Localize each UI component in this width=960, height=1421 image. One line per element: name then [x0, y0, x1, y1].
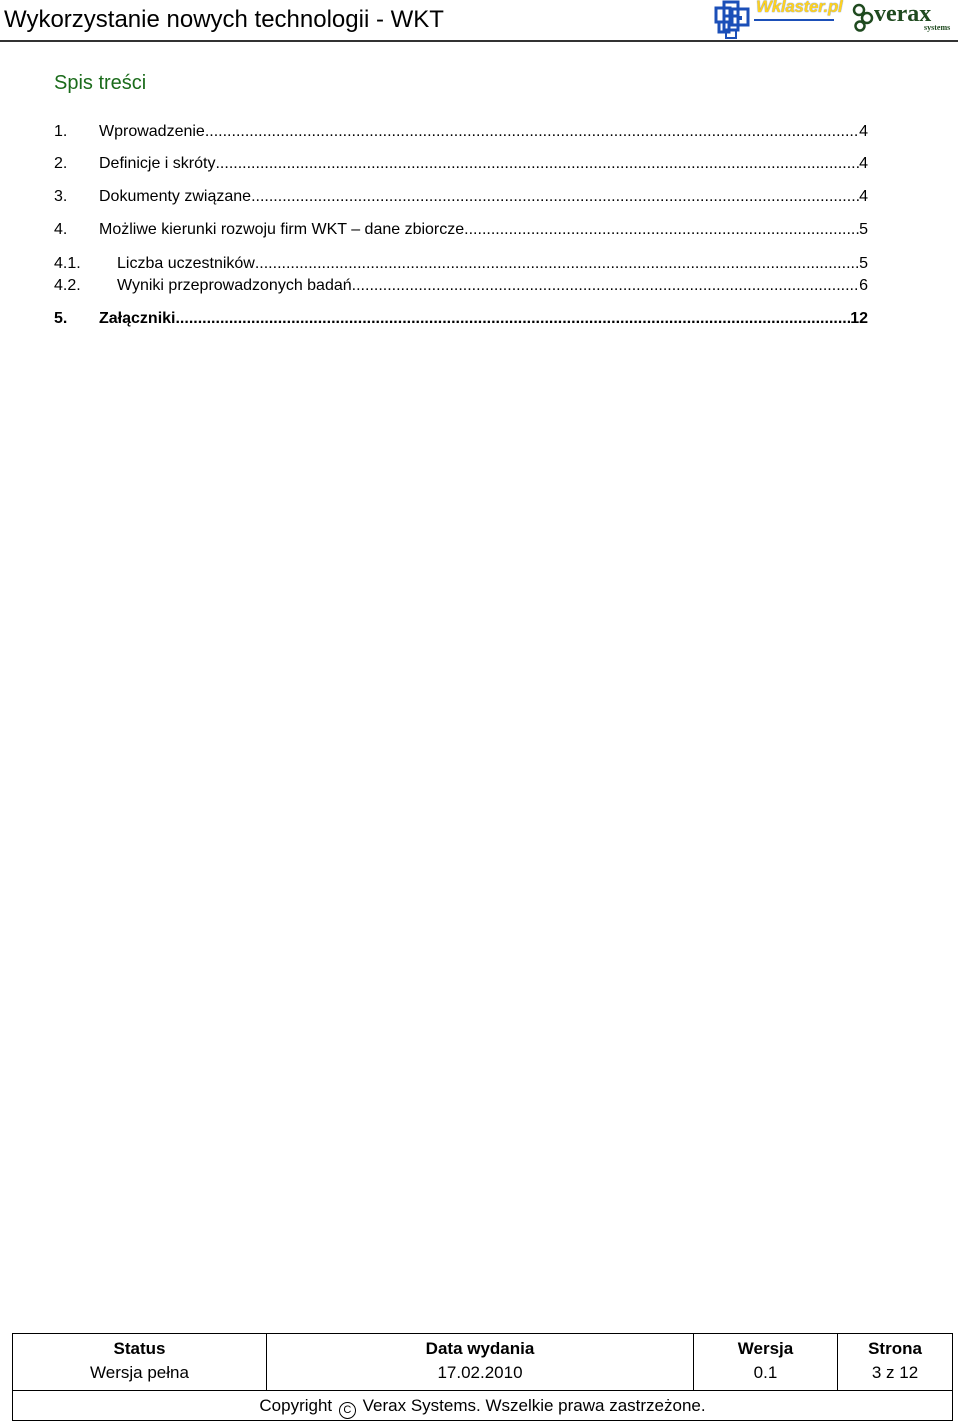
copyright-icon: C [339, 1402, 356, 1419]
footer-version-cell [694, 1334, 838, 1391]
footer-date-value: 17.02.2010 [437, 1363, 523, 1382]
toc-dot-leader [215, 154, 859, 174]
toc-heading: Spis treści [54, 72, 147, 94]
toc-entry-title: Załączniki [99, 310, 176, 327]
wklaster-logo-underline [754, 19, 834, 21]
footer-row [13, 1334, 953, 1391]
toc-entry-page: 6 [859, 277, 868, 294]
toc-entry-title: Liczba uczestników [117, 255, 255, 272]
toc-entry-number: 5. [54, 310, 68, 327]
toc-subentry[interactable] [54, 276, 868, 296]
toc-dot-leader [175, 309, 850, 329]
toc-entry[interactable] [54, 122, 868, 142]
wklaster-logo-text: Wklaster.pl [756, 0, 843, 16]
footer-status-label: Status [113, 1339, 166, 1358]
toc-entry-page: 4 [859, 123, 868, 140]
verax-logo-text: verax [874, 1, 932, 27]
page-header [0, 0, 958, 42]
toc-entry-number: 2. [54, 155, 68, 172]
footer-page-cell [838, 1334, 953, 1391]
toc-entry-page: 5 [859, 221, 868, 238]
toc-entry[interactable] [54, 309, 868, 329]
toc-entry-page: 4 [859, 155, 868, 172]
toc-entry-title: Wyniki przeprowadzonych badań [117, 277, 352, 294]
verax-logo-subtext: systems [924, 23, 951, 32]
squares-mark-icon [714, 0, 754, 40]
toc-entry-title: Wprowadzenie [99, 123, 205, 140]
toc-entry-title: Dokumenty związane [99, 188, 252, 205]
wklaster-logo [714, 0, 843, 40]
toc-dot-leader [251, 187, 859, 207]
toc-entry-number: 4.2. [54, 277, 81, 294]
copyright-text: Verax Systems. Wszelkie prawa zastrzeżone. [362, 1396, 706, 1415]
toc-dot-leader [464, 220, 859, 240]
toc-dot-leader [352, 276, 859, 296]
document-title: Wykorzystanie nowych technologii - WKT [4, 6, 444, 33]
toc-entry-page: 5 [859, 255, 868, 272]
footer-page-value: 3 z 12 [871, 1363, 919, 1382]
footer-date-cell [267, 1334, 694, 1391]
toc-entry-title: Możliwe kierunki rozwoju firm WKT – dane zbiorcze [99, 221, 465, 238]
toc-entry-page: 12 [850, 310, 868, 327]
footer-date-label: Data wydania [425, 1339, 535, 1358]
toc-subentry[interactable] [54, 254, 868, 274]
toc-entry-number: 1. [54, 123, 68, 140]
chain-links-icon [852, 2, 874, 32]
toc-dot-leader [205, 122, 859, 142]
footer-status-value: Wersja pełna [90, 1363, 189, 1382]
toc-entry[interactable] [54, 154, 868, 174]
toc-dot-leader [255, 254, 859, 274]
footer-status-cell [13, 1334, 267, 1391]
toc-entry-number: 4.1. [54, 255, 81, 272]
footer-table [12, 1333, 953, 1421]
toc-entry-page: 4 [859, 188, 868, 205]
toc-entry[interactable] [54, 187, 868, 207]
footer-page-label: Strona [868, 1339, 922, 1358]
copyright-prefix: Copyright [259, 1396, 333, 1415]
toc-entry-number: 4. [54, 221, 68, 238]
footer-version-label: Wersja [737, 1339, 794, 1358]
toc-entry-number: 3. [54, 188, 68, 205]
footer-copyright-row [13, 1391, 953, 1421]
toc-entry[interactable] [54, 220, 868, 240]
toc-entry-title: Definicje i skróty [99, 155, 216, 172]
verax-logo [852, 2, 958, 36]
footer-version-value: 0.1 [753, 1363, 778, 1382]
footer-copyright [13, 1391, 953, 1421]
